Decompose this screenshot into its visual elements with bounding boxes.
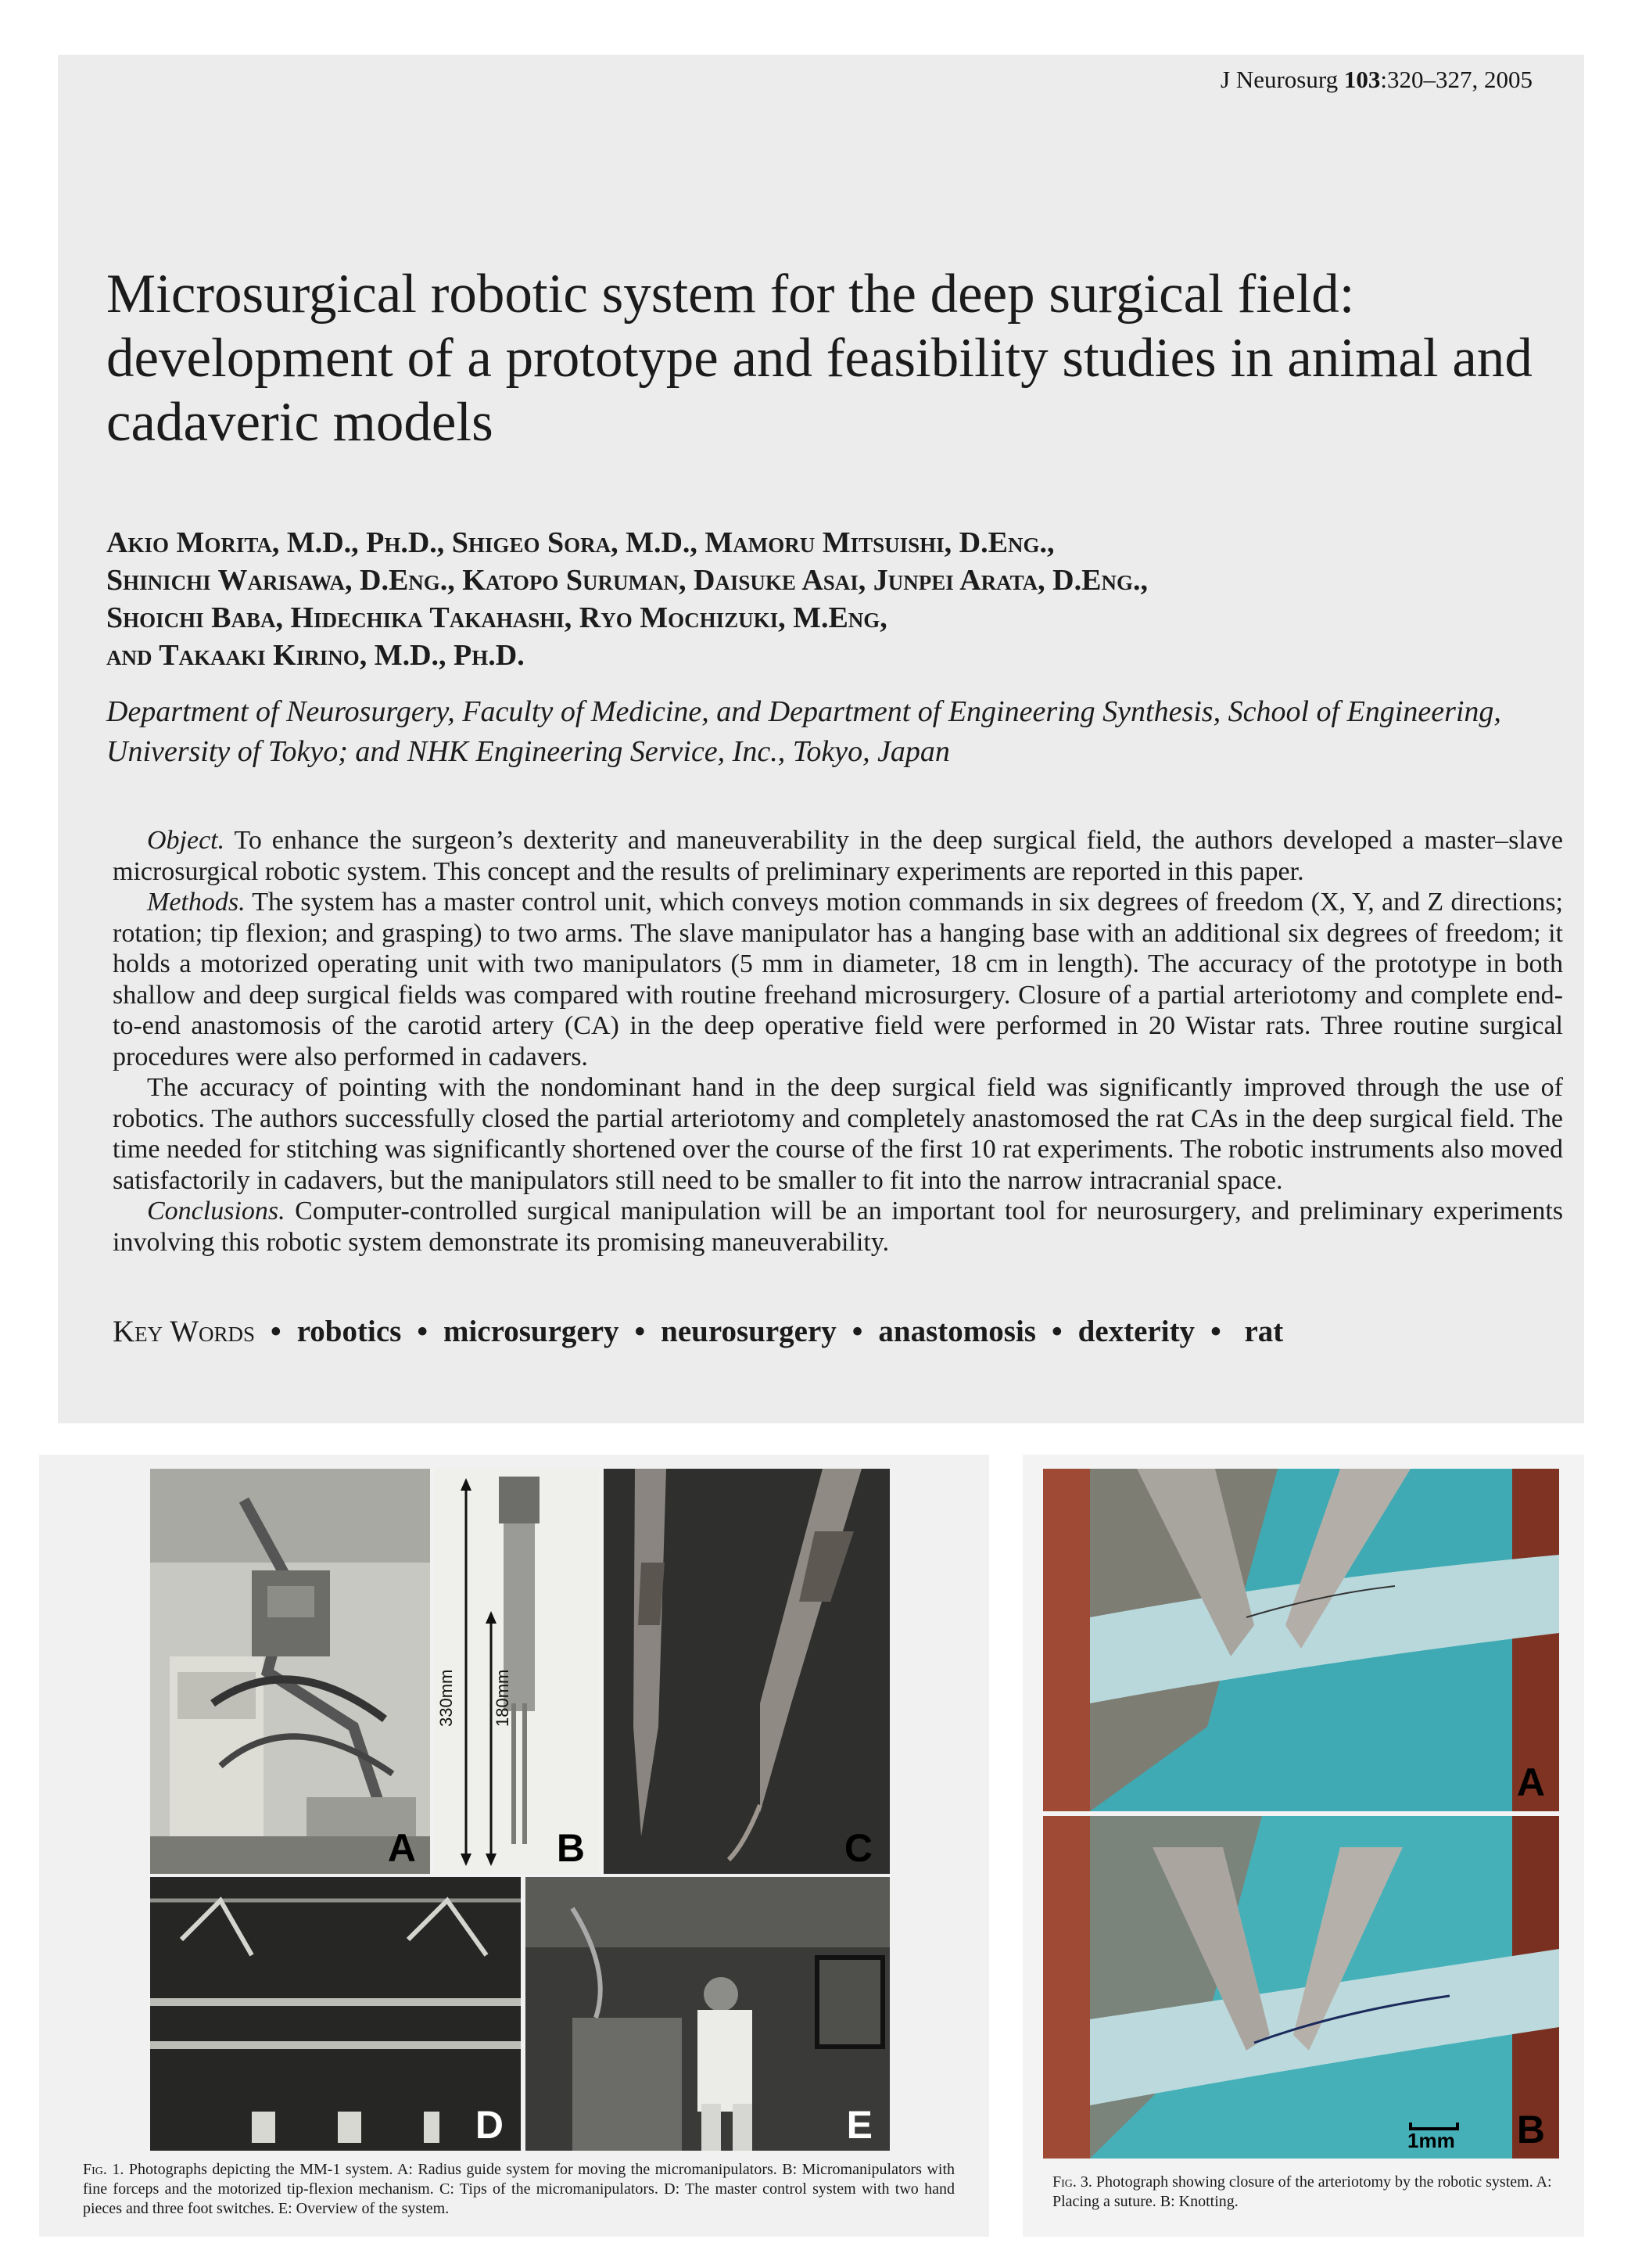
figure-1-caption-label: Fig. 1. [83, 2161, 124, 2178]
dimension-180: 180mm [493, 1669, 512, 1727]
abstract-results: The accuracy of pointing with the nondominant hand in the deep surgical field was significantly improved through the use of robotics. The authors successfully closed the partial arteriotomy and completely anastomosed the rat CAs in the deep surgical field. The time needed for stitching was significantly shortened over the course of the first 10 rat experiments. The robotic instruments also moved satisfactorily in cadavers, but the manipulators still need to be smaller to fit into the narrow intracranial space. [113, 1073, 1563, 1195]
keyword: robotics [296, 1315, 402, 1348]
keywords [113, 1310, 1567, 1354]
bullet-icon: • [1210, 1315, 1221, 1348]
bullet-icon: • [1051, 1315, 1063, 1348]
bullet-icon: • [417, 1315, 428, 1348]
author-line: Shoichi Baba, Hidechika Takahashi, Ryo Mochizuki, M.Eng, [106, 601, 887, 634]
dimension-330: 330mm [436, 1669, 456, 1727]
figure-3-caption-label: Fig. 3. [1052, 2173, 1092, 2191]
suture-knotting-illustration [1043, 1816, 1559, 2159]
panel-label-b: B [1516, 2108, 1545, 2151]
panel-label-e: E [846, 2103, 873, 2147]
abstract-methods-text: The system has a master control unit, which conveys motion commands in six degrees of freedom (X, Y, and Z directions; rotation; tip flexion; and grasping) to two arms. The slave manipulator has a hanging base with an additional six degrees of freedom; it holds a motorized operating unit with two manipulators (5 mm in diameter, 18 cm in length). The accuracy of the prototype in both shallow and deep surgical fields was compared with routine freehand microsurgery. Closure of a partial arteriotomy and complete end-to-end anastomosis of the carotid artery (CA) in the deep operative field were performed in 20 Wistar rats. Three routine surgical procedures were also performed in cadavers. [113, 888, 1564, 1071]
master-control-illustration [150, 1877, 521, 2151]
abstract-object-heading: Object. [147, 826, 225, 855]
figure-1d-photo [150, 1877, 521, 2151]
figure-1-caption-text: Photographs depicting the MM-1 system. A: Radius guide system for moving the micromanipulators. B: Micromanipulators with fine forceps and the motorized tip-flexion mechanism. C: Tips of the micromanipulators. D: The master control system with two hand pieces and three foot switches. E: Overview of the system. [83, 2161, 955, 2217]
journal-volume: 103 [1343, 66, 1381, 93]
abstract-conclusions-text: Computer-controlled surgical manipulation will be an important tool for neurosurgery, and preliminary experiments involving this robotic system demonstrate its promising maneuverability. [113, 1197, 1564, 1257]
article-header-panel [58, 55, 1584, 1423]
robot-arm-illustration [150, 1469, 430, 1874]
keyword: anastomosis [878, 1315, 1036, 1348]
figure-1c-photo [604, 1469, 890, 1874]
bullet-icon: • [271, 1315, 281, 1348]
affiliation: Department of Neurosurgery, Faculty of Medicine, and Department of Engineering Synthesis, School of Engineering, University of Tokyo; and NHK Engineering Service, Inc., Tokyo, Japan [106, 695, 1501, 768]
bullet-icon: • [851, 1315, 863, 1348]
abstract-methods [113, 887, 1563, 1072]
journal-citation [1221, 66, 1533, 94]
keyword: dexterity [1077, 1315, 1196, 1348]
panel-label-a: A [1516, 1760, 1545, 1804]
figure-1b-photo [435, 1469, 599, 1874]
journal-name: J Neurosurg [1221, 66, 1339, 93]
forceps-tips-illustration [604, 1469, 890, 1874]
abstract-object-text: To enhance the surgeon’s dexterity and maneuverability in the deep surgical field, the authors developed a master–slave microsurgical robotic system. This concept and the results of preliminary experiments are reported in this paper. [113, 826, 1563, 886]
system-overview-illustration [525, 1877, 890, 2151]
figure-3b-photo [1043, 1816, 1559, 2159]
author-line: Shinichi Warisawa, D.Eng., Katopo Suruman, Daisuke Asai, Junpei Arata, D.Eng., [106, 564, 1148, 597]
figure-1 [39, 1455, 989, 2237]
bullet-icon: • [634, 1315, 646, 1348]
panel-label-d: D [475, 2103, 504, 2147]
figure-3-caption-text: Photograph showing closure of the arteriotomy by the robotic system. A: Placing a suture. B: Knotting. [1052, 2173, 1552, 2210]
panel-label-b: B [556, 1826, 585, 1870]
figure-3-caption [1052, 2173, 1561, 2212]
abstract-object [113, 825, 1563, 887]
journal-pages: :320–327, 2005 [1380, 66, 1533, 93]
figure-1-caption [83, 2160, 955, 2219]
scale-bar-label: 1mm [1407, 2129, 1455, 2152]
keywords-label: Key Words [113, 1315, 256, 1348]
abstract [113, 825, 1563, 1258]
suture-placing-illustration [1043, 1469, 1559, 1811]
abstract-conclusions-heading: Conclusions. [147, 1197, 285, 1226]
keyword: neurosurgery [661, 1315, 837, 1348]
author-line: and Takaaki Kirino, M.D., Ph.D. [106, 639, 525, 672]
figure-1e-photo [525, 1877, 890, 2151]
manipulator-illustration [435, 1469, 599, 1874]
keyword: rat [1244, 1315, 1284, 1348]
keyword: microsurgery [443, 1315, 619, 1348]
abstract-methods-heading: Methods. [147, 888, 246, 917]
abstract-conclusions [113, 1196, 1563, 1258]
article-title: Microsurgical robotic system for the deep surgical field: development of a prototype and feasibility studies in animal and cadaveric models [106, 264, 1533, 453]
figure-3a-photo [1043, 1469, 1559, 1811]
panel-label-a: A [387, 1826, 416, 1870]
author-line: Akio Morita, M.D., Ph.D., Shigeo Sora, M.D., Mamoru Mitsuishi, D.Eng., [106, 526, 1055, 559]
author-list [106, 524, 1561, 674]
figure-3 [1023, 1455, 1584, 2237]
panel-label-c: C [844, 1826, 873, 1870]
figure-1a-photo [150, 1469, 430, 1874]
